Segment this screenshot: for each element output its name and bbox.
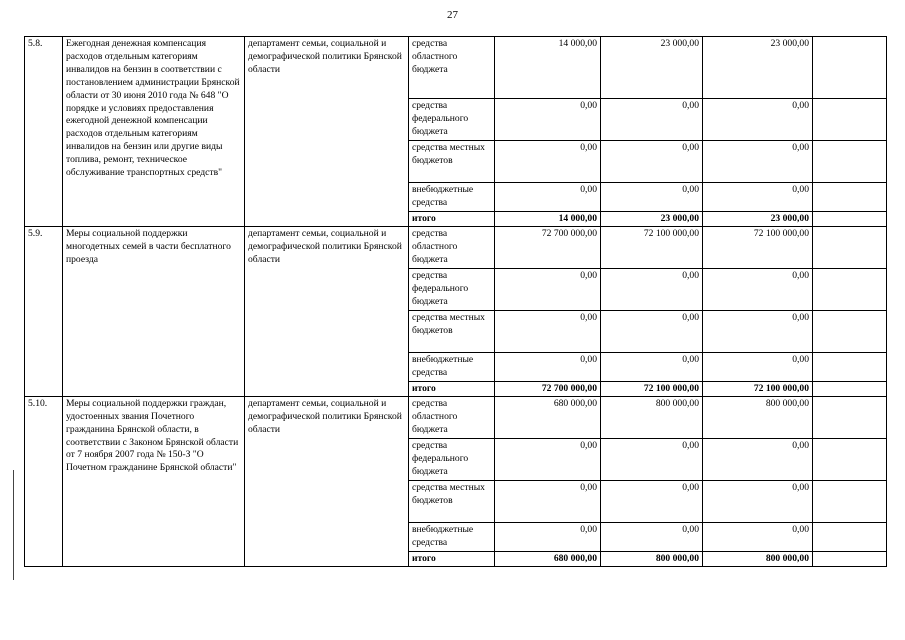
empty-cell (813, 438, 887, 480)
empty-cell (813, 268, 887, 310)
amount-cell: 72 100 000,00 (601, 226, 703, 268)
amount-cell: 23 000,00 (601, 212, 703, 227)
amount-cell: 0,00 (495, 141, 601, 183)
funding-source: средства федерального бюджета (409, 268, 495, 310)
empty-cell (813, 37, 887, 99)
funding-source: внебюджетные средства (409, 522, 495, 551)
amount-cell: 0,00 (601, 268, 703, 310)
amount-cell: 0,00 (601, 438, 703, 480)
funding-source: средства областного бюджета (409, 226, 495, 268)
funding-source: итого (409, 551, 495, 566)
amount-cell: 0,00 (495, 522, 601, 551)
funding-source: средства местных бюджетов (409, 310, 495, 352)
amount-cell: 72 100 000,00 (703, 381, 813, 396)
amount-cell: 72 700 000,00 (495, 381, 601, 396)
funding-source: средства местных бюджетов (409, 480, 495, 522)
amount-cell: 0,00 (601, 480, 703, 522)
amount-cell: 0,00 (703, 141, 813, 183)
amount-cell: 0,00 (703, 268, 813, 310)
section-department: департамент семьи, социальной и демографической политики Брянской области (245, 396, 409, 566)
section-number: 5.10. (25, 396, 63, 566)
amount-cell: 0,00 (601, 99, 703, 141)
amount-cell: 0,00 (495, 183, 601, 212)
amount-cell: 0,00 (703, 99, 813, 141)
amount-cell: 72 100 000,00 (601, 381, 703, 396)
funding-source: средства местных бюджетов (409, 141, 495, 183)
funding-source: внебюджетные средства (409, 183, 495, 212)
section-department: департамент семьи, социальной и демографической политики Брянской области (245, 37, 409, 227)
amount-cell: 800 000,00 (703, 551, 813, 566)
funding-source: средства федерального бюджета (409, 99, 495, 141)
budget-table (24, 36, 887, 567)
amount-cell: 0,00 (703, 438, 813, 480)
empty-cell (813, 310, 887, 352)
amount-cell: 0,00 (601, 522, 703, 551)
table-row (25, 37, 887, 99)
amount-cell: 0,00 (601, 352, 703, 381)
section-description: Меры социальной поддержки граждан, удостоенных звания Почетного гражданина Брянской области, в соответствии с Законом Брянской области от 7 ноября 2007 года № 150-З "О Почетном гражданине Брянской области" (63, 396, 245, 566)
amount-cell: 0,00 (703, 352, 813, 381)
amount-cell: 0,00 (495, 438, 601, 480)
amount-cell: 0,00 (495, 99, 601, 141)
amount-cell: 680 000,00 (495, 396, 601, 438)
section-department: департамент семьи, социальной и демографической политики Брянской области (245, 226, 409, 396)
empty-cell (813, 352, 887, 381)
amount-cell: 0,00 (703, 310, 813, 352)
empty-cell (813, 183, 887, 212)
amount-cell: 23 000,00 (703, 37, 813, 99)
empty-cell (813, 551, 887, 566)
empty-cell (813, 522, 887, 551)
amount-cell: 0,00 (703, 183, 813, 212)
amount-cell: 72 700 000,00 (495, 226, 601, 268)
amount-cell: 0,00 (703, 480, 813, 522)
empty-cell (813, 212, 887, 227)
amount-cell: 800 000,00 (703, 396, 813, 438)
funding-source: средства областного бюджета (409, 396, 495, 438)
amount-cell: 800 000,00 (601, 396, 703, 438)
section-description: Ежегодная денежная компенсация расходов отдельным категориям инвалидов на бензин в соответствии с постановлением администрации Брянской области от 30 июня 2010 года № 648 "О порядке и условиях предоставления ежегодной денежной компенсации расходов отдельным категориям инвалидов на бензин или другие виды топлива, ремонт, техническое обслуживание транспортных средств" (63, 37, 245, 227)
empty-cell (813, 99, 887, 141)
empty-cell (813, 226, 887, 268)
amount-cell: 0,00 (495, 480, 601, 522)
scan-margin-line (13, 470, 14, 580)
funding-source: итого (409, 381, 495, 396)
empty-cell (813, 480, 887, 522)
amount-cell: 72 100 000,00 (703, 226, 813, 268)
amount-cell: 0,00 (495, 268, 601, 310)
amount-cell: 14 000,00 (495, 37, 601, 99)
table-row (25, 396, 887, 438)
amount-cell: 0,00 (495, 310, 601, 352)
funding-source: внебюджетные средства (409, 352, 495, 381)
amount-cell: 14 000,00 (495, 212, 601, 227)
amount-cell: 0,00 (703, 522, 813, 551)
table-row (25, 226, 887, 268)
amount-cell: 0,00 (601, 310, 703, 352)
funding-source: средства областного бюджета (409, 37, 495, 99)
section-description: Меры социальной поддержки многодетных семей в части бесплатного проезда (63, 226, 245, 396)
section-number: 5.8. (25, 37, 63, 227)
empty-cell (813, 381, 887, 396)
amount-cell: 680 000,00 (495, 551, 601, 566)
empty-cell (813, 141, 887, 183)
section-number: 5.9. (25, 226, 63, 396)
empty-cell (813, 396, 887, 438)
amount-cell: 0,00 (601, 183, 703, 212)
funding-source: средства федерального бюджета (409, 438, 495, 480)
amount-cell: 800 000,00 (601, 551, 703, 566)
funding-source: итого (409, 212, 495, 227)
amount-cell: 0,00 (601, 141, 703, 183)
budget-table-body (25, 37, 887, 567)
page-number: 27 (447, 9, 458, 21)
amount-cell: 0,00 (495, 352, 601, 381)
amount-cell: 23 000,00 (601, 37, 703, 99)
amount-cell: 23 000,00 (703, 212, 813, 227)
